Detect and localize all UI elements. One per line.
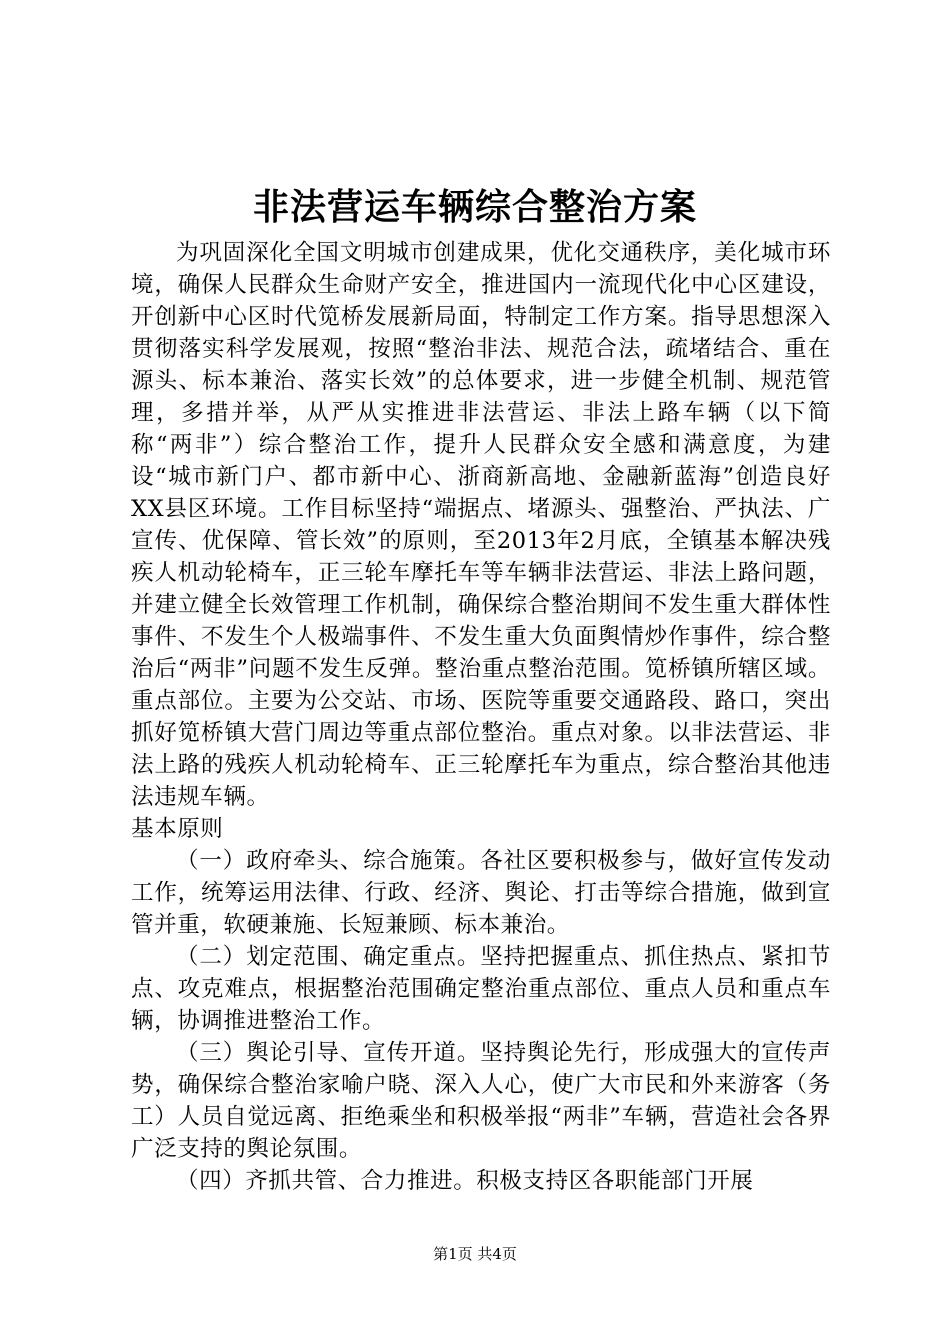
paragraph-intro: 为巩固深化全国文明城市创建成果，优化交通秩序，美化城市环境，确保人民群众生命财产安全，推进国内一流现代化中心区建设，开创新中心区时代笕桥发展新局面，特制定工作方案。指导思想深入贯彻落实科学发展观，按照“整治非法、规范合法，疏堵结合、重在源头、标本兼治、落实长效”的总体要求，进一步健全机制、规范管理，多措并举，从严从实推进非法营运、非法上路车辆（以下简称“两非”）综合整治工作，提升人民群众安全感和满意度，为建设“城市新门户、都市新中心、浙商新高地、金融新蓝海”创造良好XX县区环境。工作目标坚持“端据点、堵源头、强整治、严执法、广宣传、优保障、管长效”的原则，至2013年2月底，全镇基本解决残疾人机动轮椅车，正三轮车摩托车等车辆非法营运、非法上路问题，并建立健全长效管理工作机制，确保综合整治期间不发生重大群体性事件、不发生个人极端事件、不发生重大负面舆情炒作事件，综合整治后“两非”问题不发生反弹。整治重点整治范围。笕桥镇所辖区域。重点部位。主要为公交站、市场、医院等重要交通路段、路口，突出抓好笕桥镇大营门周边等重点部位整治。重点对象。以非法营运、非法上路的残疾人机动轮椅车、正三轮摩托车为重点，综合整治其他违法违规车辆。 bbox=[131, 240, 831, 810]
paragraph-principle-4: （四）齐抓共管、合力推进。积极支持区各职能部门开展 bbox=[176, 1168, 754, 1194]
paragraph-principle-3: （三）舆论引导、宣传开道。坚持舆论先行，形成强大的宣传声势，确保综合整治家喻户晓、深入人心，使广大市民和外来游客（务工）人员自觉远离、拒绝乘坐和积极举报“两非”车辆，营造社会各界广泛支持的舆论氛围。 bbox=[131, 1040, 831, 1162]
paragraph-basic-principles-heading: 基本原则 bbox=[131, 816, 224, 842]
paragraph-principle-1: （一）政府牵头、综合施策。各社区要积极参与，做好宣传发动工作，统筹运用法律、行政、经济、舆论、打击等综合措施，做到宣管并重，软硬兼施、长短兼顾、标本兼治。 bbox=[131, 848, 831, 938]
paragraph-principle-2: （二）划定范围、确定重点。坚持把握重点、抓住热点、紧扣节点、攻克难点，根据整治范围确定整治重点部位、重点人员和重点车辆，协调推进整治工作。 bbox=[131, 944, 831, 1034]
page-number-footer: 第1页 共4页 bbox=[433, 1245, 517, 1263]
document-title: 非法营运车辆综合整治方案 bbox=[252, 186, 697, 228]
document-body bbox=[131, 237, 831, 1197]
